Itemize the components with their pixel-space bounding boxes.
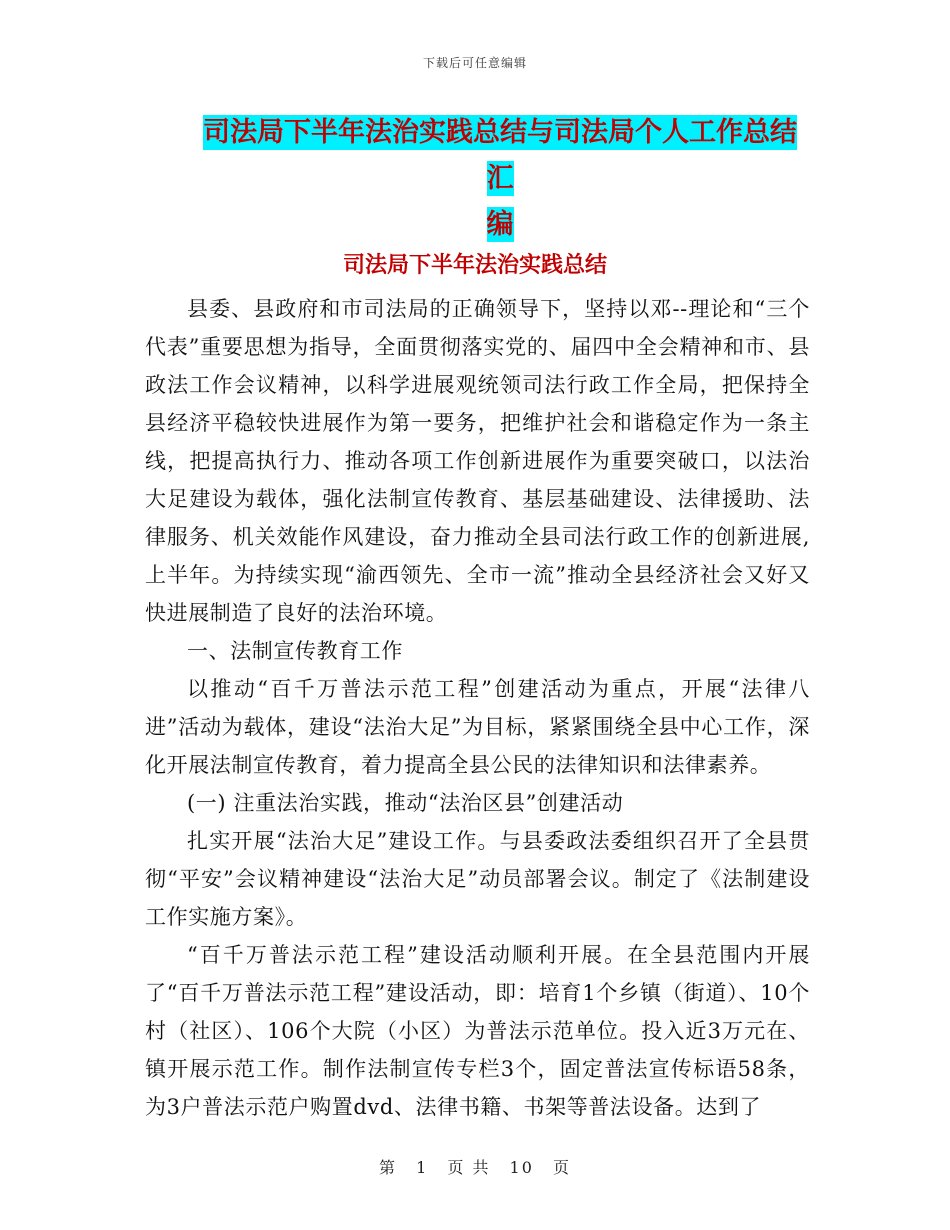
footer-total-pages: 10: [509, 1158, 534, 1177]
header-note: 下载后可任意编辑: [422, 56, 527, 70]
title-line-2: 编: [486, 209, 514, 240]
page-footer: [0, 1155, 950, 1178]
paragraph: 以推动“百千万普法示范工程”创建活动为重点，开展“法律八进”活动为载体，建设“法治大足”为目标，紧紧围绕全县中心工作，深化开展法制宣传教育，着力提高全县公民的法律知识和法律素养。: [145, 677, 810, 777]
footer-page-number: 1: [416, 1158, 429, 1177]
footer-suffix: 页: [553, 1158, 572, 1177]
title-line-1: 司法局下半年法治实践总结与司法局个人工作总结汇: [203, 117, 797, 194]
paragraph: “百千万普法示范工程”建设活动顺利开展。在全县范围内开展了“百千万普法示范工程”建设活动，即：培育1个乡镇（街道）、10个村（社区）、106个大院（小区）为普法示范单位。投入近3万元在、镇开展示范工作。制作法制宣传专栏3个，固定普法宣传标语58条，为3户普法示范户购置dvd、法律书籍、书架等普法设备。达到了: [145, 943, 810, 1119]
footer-prefix: 第: [378, 1158, 397, 1177]
paragraph: 扎实开展“法治大足”建设工作。与县委政法委组织召开了全县贯彻“平安”会议精神建设“法治大足”动员部署会议。制定了《法制建设工作实施方案》。: [145, 829, 810, 929]
paragraph-heading: 一、法制宣传教育工作: [187, 639, 403, 663]
paragraph-subheading: (一) 注重法治实践，推动“法治区县”创建活动: [187, 791, 624, 815]
section-title: 司法局下半年法治实践总结: [342, 253, 607, 278]
footer-middle: 页 共: [447, 1158, 491, 1177]
paragraph: 县委、县政府和市司法局的正确领导下，坚持以邓--理论和“三个代表”重要思想为指导，全面贯彻落实党的、届四中全会精神和市、县政法工作会议精神，以科学进展观统领司法行政工作全局，把保持全县经济平稳较快进展作为第一要务，把维护社会和谐稳定作为一条主线，把提高执行力、推动各项工作创新进展作为重要突破口，以法治大足建设为载体，强化法制宣传教育、基层基础建设、法律援助、法律服务、机关效能作风建设，奋力推动全县司法行政工作的创新进展,上半年。为持续实现“渝西领先、全市一流”推动全县经济社会又好又快进展制造了良好的法治环境。: [145, 297, 810, 625]
document-title: [195, 110, 805, 248]
document-body: [145, 290, 810, 1126]
